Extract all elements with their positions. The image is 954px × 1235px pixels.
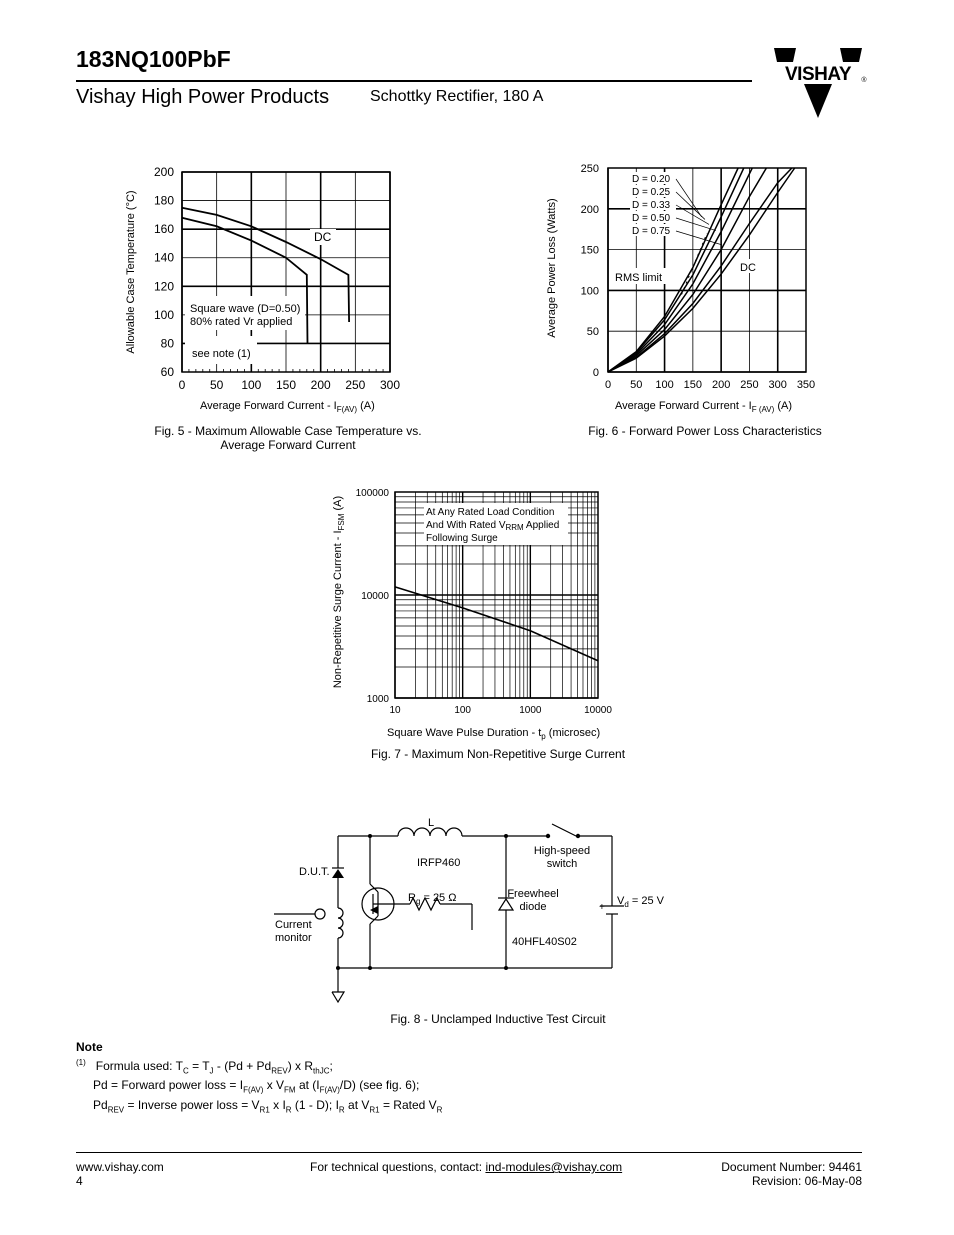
fig5-xtick: 100 <box>241 378 262 392</box>
footer-website[interactable]: www.vishay.com <box>76 1160 164 1174</box>
fig6-ytick: 250 <box>580 163 599 175</box>
fig5-xtick: 250 <box>345 378 366 392</box>
fig5-chart <box>110 158 440 423</box>
footer-revision: Revision: 06-May-08 <box>751 1174 862 1188</box>
label-irfp460: IRFP460 <box>417 857 461 869</box>
switch-blade <box>552 824 576 836</box>
fig6-xtick: 350 <box>796 379 816 391</box>
product-title: Schottky Rectifier, 180 A <box>370 88 544 105</box>
junction-dot <box>368 966 372 970</box>
fig5-ytick: 60 <box>160 365 174 379</box>
label-plus: + <box>599 902 605 913</box>
fig5-label-dc: DC <box>314 230 332 244</box>
footer-contact-email[interactable]: ind-modules@vishay.com <box>485 1160 623 1174</box>
fig7-ytick: 10000 <box>361 591 389 602</box>
fig7-chart <box>320 482 640 744</box>
fig5-ylabel: Allowable Case Temperature (°C) <box>125 190 137 354</box>
fig6-xlabel: Average Forward Current - $I_{F (AV)}$ (A) <box>615 400 792 414</box>
dut-diode <box>332 869 344 878</box>
fig6-chart <box>540 158 840 423</box>
fig6-ytick: 50 <box>586 326 599 339</box>
fig7-xtick: 10000 <box>584 705 612 716</box>
fig6-duty-leader <box>676 192 705 219</box>
fig7-xlabel: Square Wave Pulse Duration - $t_p$ (microsec) <box>387 727 601 741</box>
part-number: 183NQ100PbF <box>76 46 231 72</box>
fig6-duty-leader <box>676 231 722 245</box>
inductor-L <box>398 828 462 836</box>
footer-page-number: 4 <box>76 1174 83 1188</box>
fig6-ytick: 200 <box>580 203 599 216</box>
fig5-caption-line1: Fig. 5 - Maximum Allowable Case Temperature vs. <box>154 424 422 438</box>
label-vd: $V_d = 25$ V <box>617 895 664 909</box>
fig5-xtick: 0 <box>178 378 186 392</box>
fig5-xlabel: Average Forward Current - $I_{F(AV)}$ (A) <box>200 400 375 414</box>
fig6-duty-label: D = 0.25 <box>632 187 671 198</box>
label-switch: switch <box>546 858 578 870</box>
footer-doc-number: Document Number: 94461 <box>721 1160 862 1174</box>
fig7-ytick: 100000 <box>355 488 389 499</box>
fig5-xtick: 50 <box>209 378 224 392</box>
label-current: Current <box>275 919 312 931</box>
fig5-ytick: 140 <box>153 250 174 265</box>
fig5-ytick: 80 <box>160 336 174 351</box>
junction-dot <box>504 966 508 970</box>
fig5-ytick: 180 <box>153 193 174 208</box>
fig5-legend-line2: 80% rated Vr applied <box>190 316 293 328</box>
fig7-note-line1: At Any Rated Load Condition <box>426 507 555 518</box>
label-diode: diode <box>519 901 547 913</box>
fig7-note-line2: And With Rated $V_{RRM}$ Applied <box>426 520 560 532</box>
switch-contact <box>576 834 580 838</box>
footer-right <box>640 1160 862 1188</box>
fig6-duty-label: D = 0.33 <box>632 200 671 211</box>
fig5-ytick: 160 <box>153 222 174 237</box>
vishay-logo <box>768 44 868 122</box>
note-body <box>76 1056 442 1117</box>
fig6-xtick: 50 <box>630 379 643 391</box>
fig6-duty-label: D = 0.20 <box>632 174 671 185</box>
fig5-ytick: 100 <box>153 307 174 322</box>
fig6-xtick: 100 <box>655 379 674 391</box>
fig7-ylabel: Non-Repetitive Surge Current - $I_{FSM}$ (A) <box>332 495 346 689</box>
fig5-xtick: 150 <box>275 378 297 392</box>
label-rg: $R_g = 25$ Ω <box>408 892 457 906</box>
junction-dot <box>504 834 508 838</box>
fig6-ytick: 150 <box>580 244 599 257</box>
fig6-label-dc: DC <box>740 262 756 274</box>
note-title: Note <box>76 1040 103 1054</box>
logo-text: VISHAY <box>785 64 851 85</box>
fig7-xtick: 1000 <box>519 705 542 716</box>
fig6-duty-leader <box>676 218 716 231</box>
fig8-circuit <box>270 812 664 1012</box>
fig7-caption: Fig. 7 - Maximum Non-Repetitive Surge Current <box>370 747 626 761</box>
logo-shape-bottom <box>804 84 832 118</box>
fig5-xtick: 300 <box>379 378 401 392</box>
junction-dot <box>336 966 340 970</box>
current-transformer <box>338 908 343 938</box>
logo-shape-left <box>774 48 796 62</box>
fig6-caption: Fig. 6 - Forward Power Loss Characteristics <box>588 424 822 438</box>
fig7-note-line3: Following Surge <box>426 533 498 544</box>
label-L: L <box>428 817 435 829</box>
fig6-label-rms: RMS limit <box>615 272 663 284</box>
fig7-xtick: 10 <box>389 705 401 716</box>
fig8-caption: Fig. 8 - Unclamped Inductive Test Circuit <box>390 1012 606 1026</box>
fig5-caption-line2: Average Forward Current <box>220 438 356 452</box>
fig6-ylabel: Average Power Loss (Watts) <box>546 198 558 338</box>
current-monitor-ring <box>315 909 325 919</box>
footer-contact <box>310 1160 622 1174</box>
fig6-xtick: 0 <box>604 379 612 391</box>
fig5-legend-note: see note (1) <box>192 348 251 360</box>
fig5-caption <box>118 424 458 452</box>
footer-contact-text: For technical questions, contact: <box>310 1160 486 1174</box>
note-line3: $Pd_{REV}$ = Inverse power loss = $V_{R1}$ x $I_R$ (1 - D); $I_R$ at $V_{R1}$ = Rated $V_R$ <box>93 1097 443 1115</box>
fig6-duty-label: D = 0.75 <box>632 226 671 237</box>
label-high-speed: High-speed <box>533 845 591 857</box>
ground-symbol <box>332 992 344 1002</box>
note-line1: $^{(1)}$ Formula used: $T_C = T_J - (Pd + Pd_{REV})$ x $R_{thJC}$; <box>76 1058 333 1076</box>
mosfet-arrow <box>370 906 378 914</box>
logo-registered: ® <box>861 77 867 84</box>
footer-left <box>76 1160 164 1188</box>
fig6-ytick: 0 <box>592 367 599 379</box>
logo-shape-right <box>840 48 862 62</box>
fig6-xtick: 300 <box>768 379 787 391</box>
header-rule <box>76 80 752 82</box>
freewheel-diode <box>499 899 513 910</box>
fig5-ytick: 200 <box>153 165 174 179</box>
junction-dot <box>368 834 372 838</box>
fig5-legend-line1: Square wave (D=0.50) <box>190 303 301 315</box>
fig6-duty-leader <box>676 179 702 217</box>
note-line2: Pd = Forward power loss = $I_{F(AV)}$ x $V_{FM}$ at $(I_{F(AV)}/D)$ (see fig. 6); <box>93 1078 420 1095</box>
fig7-ytick: 1000 <box>366 694 389 705</box>
fig6-xtick: 200 <box>711 379 731 391</box>
label-40hfl40s02: 40HFL40S02 <box>512 936 577 948</box>
label-dut: D.U.T. <box>299 866 330 878</box>
fig5-xtick: 200 <box>310 378 331 392</box>
fig7-series-line <box>395 587 598 661</box>
fig6-ytick: 100 <box>580 285 599 298</box>
fig7-xtick: 100 <box>454 705 472 716</box>
label-monitor: monitor <box>275 932 312 944</box>
footer-rule <box>76 1152 862 1153</box>
brand-title: Vishay High Power Products <box>76 86 330 108</box>
fig6-xtick: 150 <box>683 379 703 391</box>
fig5-ytick: 120 <box>153 279 174 294</box>
fig6-duty-label: D = 0.50 <box>632 213 671 224</box>
fig6-xtick: 250 <box>740 379 759 391</box>
label-freewheel: Freewheel <box>507 888 559 900</box>
switch-contact <box>546 834 550 838</box>
